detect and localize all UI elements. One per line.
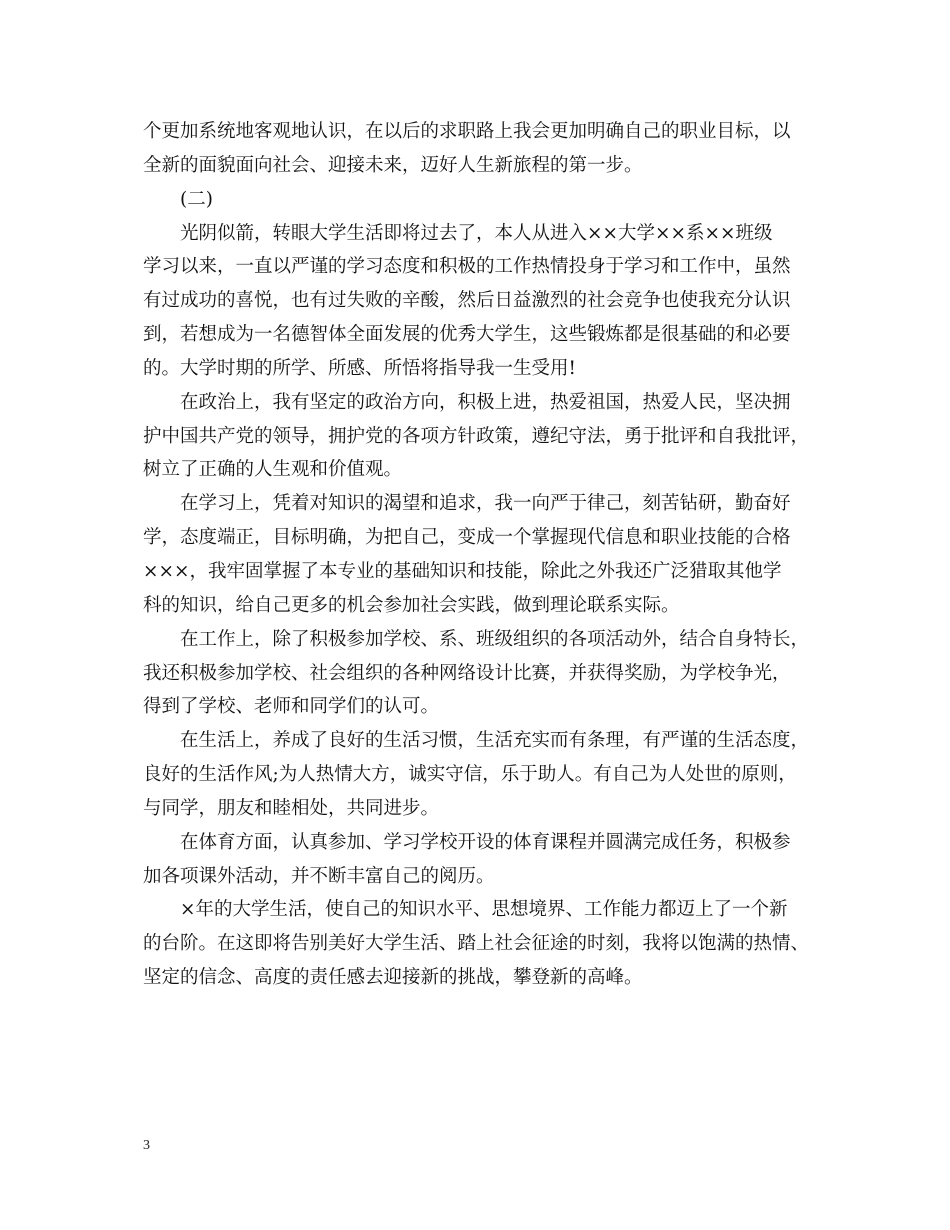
text-line: ×××，我牢固掌握了本专业的基础知识和技能，除此之外我还广泛猎取其他学 <box>143 560 782 582</box>
body-text <box>143 115 819 995</box>
text-line: 得到了学校、老师和同学们的认可。 <box>143 696 440 718</box>
text-line: 良好的生活作风;为人热情大方，诚实守信，乐于助人。有自己为人处世的原则， <box>143 764 797 786</box>
text-line: 的。大学时期的所学、所感、所悟将指导我一生受用! <box>143 357 576 379</box>
text-line: 我还积极参加学校、社会组织的各种网络设计比赛，并获得奖励，为学校争光， <box>143 662 791 684</box>
text-line: 在政治上，我有坚定的政治方向，积极上进，热爱祖国，热爱人民，坚决拥 <box>180 391 791 413</box>
text-line: 在学习上，凭着对知识的渴望和追求，我一向严于律己，刻苦钻研，勤奋好 <box>180 493 791 515</box>
text-line: 科的知识，给自己更多的机会参加社会实践，做到理论联系实际。 <box>143 594 680 616</box>
text-line: 学，态度端正，目标明确，为把自己，变成一个掌握现代信息和职业技能的合格 <box>143 527 791 549</box>
text-line: 在生活上，养成了良好的生活习惯，生活充实而有条理，有严谨的生活态度， <box>180 730 810 752</box>
text-line: 全新的面貌面向社会、迎接未来，迈好人生新旅程的第一步。 <box>143 154 643 176</box>
text-line: 树立了正确的人生观和价值观。 <box>143 459 403 481</box>
text-line: 在体育方面，认真参加、学习学校开设的体育课程并圆满完成任务，积极参 <box>180 831 791 853</box>
text-line: 加各项课外活动，并不断丰富自己的阅历。 <box>143 865 495 887</box>
section-heading: (二) <box>180 188 213 210</box>
text-line: 在工作上，除了积极参加学校、系、班级组织的各项活动外，结合自身特长， <box>180 628 810 650</box>
text-line: ×年的大学生活，使自己的知识水平、思想境界、工作能力都迈上了一个新 <box>180 899 788 921</box>
text-line: 护中国共产党的领导，拥护党的各项方针政策，遵纪守法，勇于批评和自我批评， <box>143 425 810 447</box>
text-line: 个更加系统地客观地认识，在以后的求职路上我会更加明确自己的职业目标，以 <box>143 121 791 142</box>
text-line: 光阴似箭，转眼大学生活即将过去了，本人从进入××大学××系××班级 <box>180 222 773 244</box>
text-line: 有过成功的喜悦，也有过失败的辛酸，然后日益激烈的社会竞争也使我充分认识 <box>143 290 791 312</box>
text-line: 坚定的信念、高度的责任感去迎接新的挑战，攀登新的高峰。 <box>143 967 643 989</box>
text-line: 学习以来，一直以严谨的学习态度和积极的工作热情投身于学习和工作中，虽然 <box>143 256 791 278</box>
text-line: 的台阶。在这即将告别美好大学生活、踏上社会征途的时刻，我将以饱满的热情、 <box>143 933 810 955</box>
text-line: 与同学，朋友和睦相处，共同进步。 <box>143 797 440 819</box>
text-line: 到，若想成为一名德智体全面发展的优秀大学生，这些锻炼都是很基础的和必要 <box>143 324 791 346</box>
page-number: 3 <box>143 1138 150 1153</box>
